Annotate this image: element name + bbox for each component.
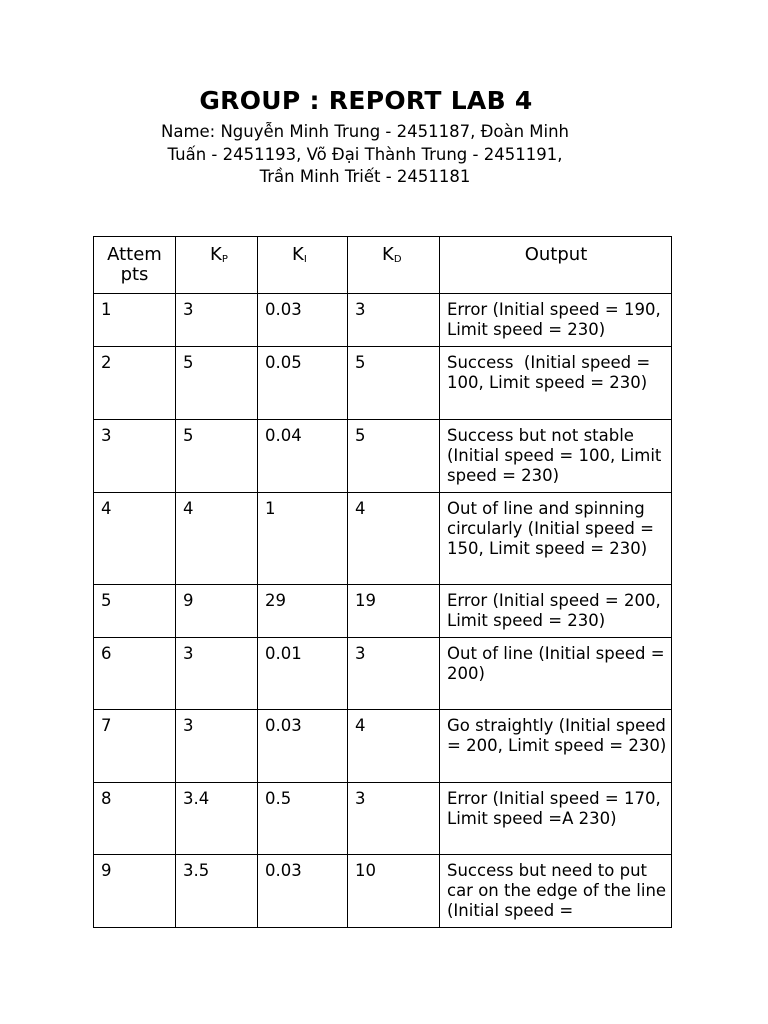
kd-cell: 3 xyxy=(348,294,440,347)
ki-header: $K_I$ xyxy=(258,237,348,294)
attempt-cell: 3 xyxy=(94,420,176,493)
kp-cell: 3.5 xyxy=(176,855,258,928)
kp-cell: 4 xyxy=(176,493,258,585)
attempt-cell: 5 xyxy=(94,585,176,638)
ki-cell: 0.03 xyxy=(258,710,348,783)
output-cell: Out of line and spinning circularly (Initial speed = 150, Limit speed = 230) xyxy=(440,493,672,585)
ki-cell: 29 xyxy=(258,585,348,638)
kp-cell: 5 xyxy=(176,347,258,420)
kd-cell: 4 xyxy=(348,493,440,585)
kp-cell: 3 xyxy=(176,710,258,783)
report-title: GROUP : REPORT LAB 4 xyxy=(199,86,533,115)
table-row xyxy=(94,294,672,347)
ki-cell: 0.05 xyxy=(258,347,348,420)
kp-cell: 3 xyxy=(176,638,258,710)
attempt-cell: 1 xyxy=(94,294,176,347)
kp-cell: 3.4 xyxy=(176,783,258,855)
attempt-cell: 8 xyxy=(94,783,176,855)
attempt-cell: 7 xyxy=(94,710,176,783)
table-row xyxy=(94,710,672,783)
kp-cell: 9 xyxy=(176,585,258,638)
table-header-row xyxy=(94,237,672,294)
attempt-cell: 6 xyxy=(94,638,176,710)
kp-cell: 5 xyxy=(176,420,258,493)
output-cell: Success (Initial speed = 100, Limit speed = 230) xyxy=(440,347,672,420)
group-member-names xyxy=(134,121,596,189)
ki-cell: 1 xyxy=(258,493,348,585)
output-header: Output xyxy=(440,237,672,294)
output-cell: Success but need to put car on the edge of the line (Initial speed = xyxy=(440,855,672,928)
kp-header: $K_P$ xyxy=(176,237,258,294)
table-row xyxy=(94,783,672,855)
table-row xyxy=(94,638,672,710)
table-row xyxy=(94,585,672,638)
table-row xyxy=(94,493,672,585)
output-cell: Error (Initial speed = 170, Limit speed =A 230) xyxy=(440,783,672,855)
table-row xyxy=(94,855,672,928)
attempt-cell: 4 xyxy=(94,493,176,585)
output-cell: Error (Initial speed = 200, Limit speed = 230) xyxy=(440,585,672,638)
attempt-cell: 2 xyxy=(94,347,176,420)
table-row xyxy=(94,347,672,420)
kp-cell: 3 xyxy=(176,294,258,347)
ki-cell: 0.5 xyxy=(258,783,348,855)
attempts-header: Attem pts xyxy=(94,237,176,294)
ki-cell: 0.01 xyxy=(258,638,348,710)
ki-cell: 0.03 xyxy=(258,855,348,928)
table-row xyxy=(94,420,672,493)
ki-cell: 0.03 xyxy=(258,294,348,347)
attempt-cell: 9 xyxy=(94,855,176,928)
output-cell: Out of line (Initial speed = 200) xyxy=(440,638,672,710)
kd-cell: 5 xyxy=(348,420,440,493)
names-line-2: Tuấn - 2451193, Võ Đại Thành Trung - 2451191, xyxy=(167,144,563,164)
ki-cell: 0.04 xyxy=(258,420,348,493)
kd-cell: 3 xyxy=(348,783,440,855)
output-cell: Go straightly (Initial speed = 200, Limit speed = 230) xyxy=(440,710,672,783)
kd-cell: 5 xyxy=(348,347,440,420)
output-cell: Error (Initial speed = 190, Limit speed = 230) xyxy=(440,294,672,347)
kd-cell: 3 xyxy=(348,638,440,710)
kd-cell: 10 xyxy=(348,855,440,928)
kd-cell: 19 xyxy=(348,585,440,638)
output-cell: Success but not stable (Initial speed = 100, Limit speed = 230) xyxy=(440,420,672,493)
pid-attempts-table xyxy=(93,236,672,928)
kd-header: $K_D$ xyxy=(348,237,440,294)
names-line-1: Name: Nguyễn Minh Trung - 2451187, Đoàn Minh xyxy=(160,122,570,141)
names-line-3: Trần Minh Triết - 2451181 xyxy=(259,167,471,186)
kd-cell: 4 xyxy=(348,710,440,783)
